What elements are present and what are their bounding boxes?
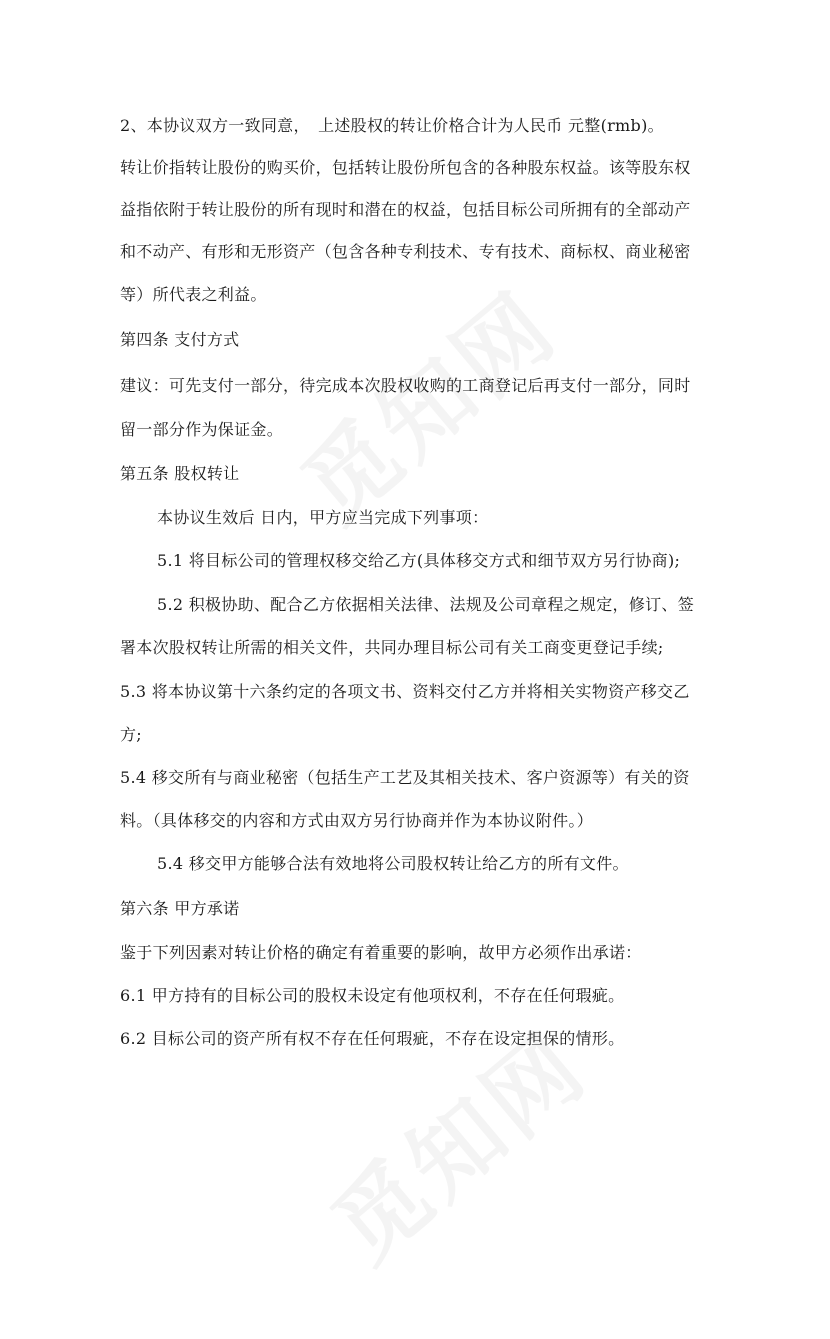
list-item: 5.4 移交甲方能够合法有效地将公司股权转让给乙方的所有文件。 <box>157 854 629 873</box>
paragraph-line: 料。（具体移交的内容和方式由双方另行协商并作为本协议附件。） <box>120 811 594 830</box>
section-heading: 第五条 股权转让 <box>120 464 240 483</box>
list-item: 5.2 积极协助、配合乙方依据相关法律、法规及公司章程之规定，修订、签 <box>157 595 695 614</box>
list-item: 5.3 将本协议第十六条约定的各项文书、资料交付乙方并将相关实物资产移交乙 <box>120 682 690 701</box>
paragraph-line: 本协议生效后 日内，甲方应当完成下列事项： <box>157 508 489 527</box>
list-item: 6.1 甲方持有的目标公司的股权未设定有他项权利，不存在任何瑕疵。 <box>120 986 625 1005</box>
paragraph-line: 2、本协议双方一致同意， 上述股权的转让价格合计为人民币 元整(rmb)。 <box>120 116 664 135</box>
paragraph-line: 署本次股权转让所需的相关文件，共同办理目标公司有关工商变更登记手续; <box>120 638 664 657</box>
section-heading: 第四条 支付方式 <box>120 330 240 349</box>
paragraph-line: 建议：可先支付一部分，待完成本次股权收购的工商登记后再支付一部分，同时 <box>120 376 691 395</box>
paragraph-line: 鉴于下列因素对转让价格的确定有着重要的影响，故甲方必须作出承诺： <box>120 943 642 962</box>
paragraph-line: 和不动产、有形和无形资产（包含各种专利技术、专有技术、商标权、商业秘密 <box>120 242 691 261</box>
paragraph-line: 益指依附于转让股份的所有现时和潜在的权益，包括目标公司所拥有的全部动产 <box>120 200 691 219</box>
paragraph-line: 等）所代表之利益。 <box>120 285 267 304</box>
list-item: 5.4 移交所有与商业秘密（包括生产工艺及其相关技术、客户资源等）有关的资 <box>120 768 690 787</box>
list-item: 5.1 将目标公司的管理权移交给乙方(具体移交方式和细节双方另行协商); <box>157 551 681 570</box>
paragraph-line: 转让价指转让股份的购买价，包括转让股份所包含的各种股东权益。该等股东权 <box>120 158 691 177</box>
paragraph-line: 留一部分作为保证金。 <box>120 420 284 439</box>
paragraph-line: 方; <box>120 725 142 744</box>
section-heading: 第六条 甲方承诺 <box>120 899 240 918</box>
list-item: 6.2 目标公司的资产所有权不存在任何瑕疵，不存在设定担保的情形。 <box>120 1029 625 1048</box>
